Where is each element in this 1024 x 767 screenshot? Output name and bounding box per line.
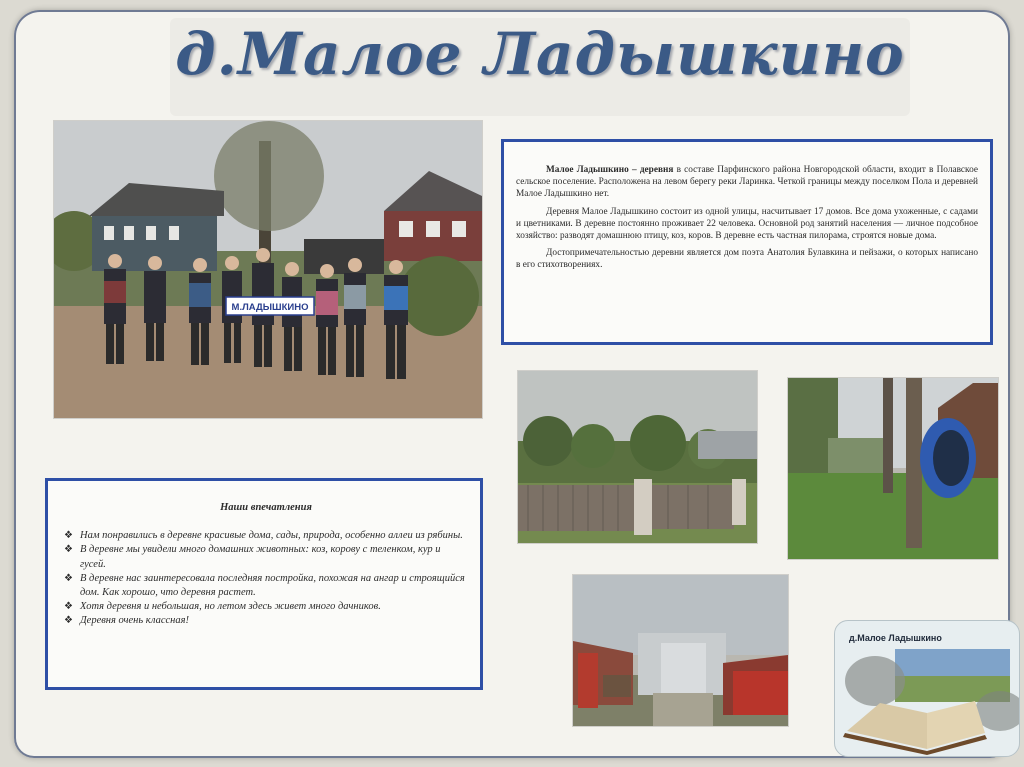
diamond-bullet-icon: ❖	[64, 530, 73, 542]
diamond-bullet-icon: ❖	[64, 601, 73, 613]
info-paragraph-2: Деревня Малое Ладышкино состоит из одной улицы, насчитывает 17 домов. Все дома ухоженные, с садами и цветниками. В деревне постоянно проживает 22 человека. Основной род занятий населения — личное подсобное хозяйство: разводят домашнюю птицу, коз, коров. В деревне есть частная пилорама, строятся новые дома.	[516, 206, 978, 242]
info-p1-text: в составе Парфинского района Новгородской области, входит в Полавское сельское поселение. Расположена на левом берегу реки Ларинка. Четкой границы между поселком Пола и деревней Малое Ладышкино нет.	[516, 165, 978, 200]
impressions-box	[45, 478, 483, 690]
group-photo	[54, 121, 482, 418]
list-item: ❖ Нам понравились в деревне красивые дома, сады, природа, особенно аллеи из рябины.	[64, 529, 468, 543]
diamond-bullet-icon: ❖	[64, 544, 73, 556]
info-paragraph-1	[516, 164, 978, 201]
fence-photo	[518, 371, 757, 543]
list-item: ❖ В деревне нас заинтересовала последняя постройка, похожая на ангар и строящийся дом. Как хорошо, что деревня растет.	[64, 572, 465, 599]
open-book-icon	[835, 621, 1019, 756]
list-item: ❖ В деревне мы увидели много домашних животных: коз, корову с теленком, кур и гусей.	[64, 544, 441, 570]
info-box	[501, 139, 993, 345]
village-logo-card	[834, 620, 1020, 757]
diamond-bullet-icon: ❖	[64, 615, 73, 627]
list-item: ❖ Деревня очень классная!	[64, 614, 468, 628]
logo-label: д.Малое Ладышкино	[849, 633, 942, 643]
impressions-list	[64, 529, 468, 628]
impressions-title: Наши впечатления	[220, 502, 312, 513]
poster-title: д.Малое Ладышкино	[175, 20, 905, 88]
list-item: ❖ Хотя деревня и небольшая, но летом здесь живет много дачников.	[64, 600, 468, 614]
info-paragraph-3: Достопримечательностью деревни является дом поэта Анатолия Булавкина и пейзажи, о которых написано в его стихотворениях.	[516, 248, 978, 271]
info-lead: Малое Ладышкино – деревня	[546, 165, 674, 175]
hangar-photo	[573, 575, 788, 726]
mirror-photo	[788, 378, 998, 559]
sign-text: М.ЛАДЫШКИНО	[231, 302, 309, 313]
diamond-bullet-icon: ❖	[64, 572, 73, 584]
